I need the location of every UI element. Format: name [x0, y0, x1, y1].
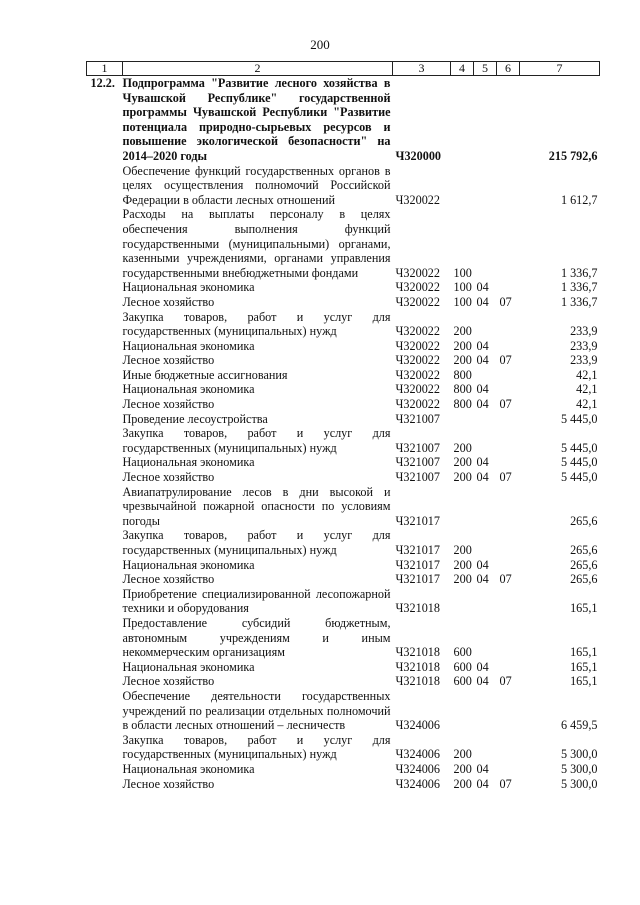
row-vr: [451, 689, 474, 733]
row-vr: 100: [453, 280, 472, 295]
row-pr: [497, 368, 520, 383]
table-row: [87, 412, 600, 427]
row-pr: [497, 426, 520, 455]
table-row: [87, 572, 600, 587]
row-number: [87, 587, 123, 616]
row-name: Национальная экономика: [122, 557, 255, 572]
row-amount: 6 459,5: [560, 718, 598, 733]
row-vr: 100: [453, 265, 472, 280]
row-rz: 04: [476, 776, 489, 791]
header-col-6: 6: [497, 62, 520, 76]
row-code: Ч321017: [395, 543, 440, 557]
row-pr: 07: [499, 353, 512, 368]
row-code: Ч320022: [395, 397, 440, 412]
budget-table: [86, 61, 600, 791]
table-row: [87, 777, 600, 792]
row-code: Ч324006: [395, 776, 440, 791]
row-code: Ч321017: [395, 513, 440, 528]
row-pr: [497, 485, 520, 529]
row-vr: 800: [453, 367, 472, 382]
section-vr: [451, 76, 474, 164]
row-rz: 04: [476, 382, 489, 397]
row-code: Ч320022: [395, 382, 440, 397]
section-title: Подпрограмма "Развитие лесного хозяйства в Чувашской Республике" государственной программы Чувашской Республики "Развитие потенциала природно-сырьевых ресурсов и повышение экологической безопасности" на 2014–2020 годы: [122, 76, 391, 163]
row-rz: [474, 310, 497, 339]
row-code: Ч321018: [395, 674, 440, 689]
row-number: [87, 280, 123, 295]
row-vr: 200: [453, 572, 472, 587]
row-vr: 200: [453, 776, 472, 791]
row-pr: [497, 207, 520, 280]
section-rz: [474, 76, 497, 164]
row-name: Обеспечение деятельности государственных учреждений по реализации отдельных полномочий в области лесных отношений – лесничеств: [122, 688, 391, 733]
row-number: [87, 295, 123, 310]
row-number: [87, 382, 123, 397]
table-row: [87, 587, 600, 616]
row-number: [87, 426, 123, 455]
row-name: Лесное хозяйство: [122, 776, 215, 791]
row-rz: [474, 164, 497, 208]
section-code: Ч320000: [395, 148, 442, 163]
row-amount: 265,6: [570, 557, 598, 572]
row-code: Ч320022: [395, 338, 440, 353]
row-amount: 165,1: [570, 659, 598, 674]
row-name: Приобретение специализированной лесопожарной техники и оборудования: [122, 586, 391, 616]
row-name: Проведение лесоустройства: [122, 411, 268, 426]
section-row: [87, 76, 600, 164]
header-col-3: 3: [393, 62, 451, 76]
table-body: [87, 76, 600, 792]
table-row: [87, 660, 600, 675]
row-vr: 600: [453, 674, 472, 689]
row-rz: [474, 733, 497, 762]
row-pr: [497, 660, 520, 675]
row-name: Национальная экономика: [122, 659, 255, 674]
row-rz: 04: [476, 761, 489, 776]
table-row: [87, 397, 600, 412]
row-number: [87, 762, 123, 777]
row-pr: 07: [499, 470, 512, 485]
row-code: Ч324006: [395, 761, 440, 776]
row-rz: 04: [476, 280, 489, 295]
row-vr: 600: [453, 659, 472, 674]
row-name: Закупка товаров, работ и услуг для государственных (муниципальных) нужд: [122, 309, 391, 339]
row-vr: 200: [453, 747, 472, 762]
row-pr: [497, 528, 520, 557]
table-row: [87, 733, 600, 762]
row-amount: 265,6: [570, 543, 598, 557]
row-amount: 233,9: [570, 338, 598, 353]
row-amount: 42,1: [576, 367, 598, 382]
table-row: [87, 310, 600, 339]
row-pr: [497, 339, 520, 354]
row-vr: [451, 412, 474, 427]
row-amount: 5 445,0: [560, 470, 598, 485]
row-pr: [497, 280, 520, 295]
table-row: [87, 674, 600, 689]
row-vr: 100: [453, 294, 472, 309]
row-name: Расходы на выплаты персоналу в целях обеспечения выполнения функций государственными (муниципальными) органами, казенными учреждениями, органами управления государственными внебюджетными фондами: [122, 207, 391, 280]
row-name: Национальная экономика: [122, 280, 255, 295]
row-amount: 1 336,7: [560, 265, 598, 280]
row-vr: 800: [453, 397, 472, 412]
row-code: Ч321007: [395, 411, 440, 426]
table-row: [87, 368, 600, 383]
row-name: Национальная экономика: [122, 455, 255, 470]
row-number: [87, 339, 123, 354]
row-vr: 200: [453, 440, 472, 455]
row-rz: 04: [476, 455, 489, 470]
row-rz: [474, 587, 497, 616]
row-name: Лесное хозяйство: [122, 353, 215, 368]
row-code: Ч320022: [395, 294, 440, 309]
row-number: [87, 397, 123, 412]
table-row: [87, 689, 600, 733]
row-name: Предоставление субсидий бюджетным, автономным учреждениям и иным некоммерческим организациям: [122, 615, 391, 660]
table-row: [87, 616, 600, 660]
table-row: [87, 382, 600, 397]
row-number: [87, 572, 123, 587]
row-number: [87, 777, 123, 792]
table-row: [87, 426, 600, 455]
row-pr: [497, 587, 520, 616]
table-row: [87, 280, 600, 295]
row-amount: 265,6: [570, 513, 598, 528]
row-rz: [474, 207, 497, 280]
row-amount: 233,9: [570, 324, 598, 339]
table-header: [87, 62, 600, 76]
row-vr: 200: [453, 543, 472, 557]
row-rz: 04: [476, 338, 489, 353]
row-rz: 04: [476, 397, 489, 412]
table-row: [87, 295, 600, 310]
row-rz: 04: [476, 659, 489, 674]
row-rz: 04: [476, 557, 489, 572]
row-amount: 42,1: [576, 397, 598, 412]
section-amount: 215 792,6: [548, 148, 598, 163]
row-vr: [451, 485, 474, 529]
row-code: Ч321018: [395, 659, 440, 674]
row-pr: 07: [499, 776, 512, 791]
row-number: [87, 207, 123, 280]
header-col-5: 5: [474, 62, 497, 76]
row-number: [87, 412, 123, 427]
row-amount: 5 300,0: [560, 761, 598, 776]
row-code: Ч321007: [395, 470, 440, 485]
header-col-2: 2: [123, 62, 393, 76]
row-pr: 07: [499, 572, 512, 587]
table-row: [87, 339, 600, 354]
row-rz: 04: [476, 470, 489, 485]
row-rz: 04: [476, 294, 489, 309]
row-vr: 200: [453, 324, 472, 339]
row-number: [87, 660, 123, 675]
section-pr: [497, 76, 520, 164]
row-amount: 165,1: [570, 601, 598, 616]
row-code: Ч321017: [395, 557, 440, 572]
row-rz: [474, 528, 497, 557]
row-number: [87, 733, 123, 762]
row-pr: [497, 689, 520, 733]
row-number: [87, 164, 123, 208]
row-vr: 200: [453, 557, 472, 572]
row-amount: 5 445,0: [560, 411, 598, 426]
row-name: Национальная экономика: [122, 382, 255, 397]
row-vr: 200: [453, 455, 472, 470]
row-vr: [451, 164, 474, 208]
row-pr: 07: [499, 674, 512, 689]
row-amount: 5 445,0: [560, 440, 598, 455]
row-pr: [497, 558, 520, 573]
section-number: 12.2.: [90, 76, 115, 90]
row-name: Национальная экономика: [122, 761, 255, 776]
row-number: [87, 455, 123, 470]
row-code: Ч324006: [395, 747, 440, 762]
row-number: [87, 616, 123, 660]
row-pr: [497, 762, 520, 777]
page-number: 200: [310, 37, 330, 52]
row-vr: 200: [453, 470, 472, 485]
row-code: Ч320022: [395, 192, 440, 207]
row-amount: 1 336,7: [560, 280, 598, 295]
row-code: Ч324006: [395, 718, 440, 733]
row-name: Закупка товаров, работ и услуг для государственных (муниципальных) нужд: [122, 426, 391, 455]
table-row: [87, 455, 600, 470]
table-row: [87, 353, 600, 368]
row-number: [87, 368, 123, 383]
row-code: Ч321007: [395, 440, 440, 455]
row-code: Ч320022: [395, 265, 440, 280]
row-name: Лесное хозяйство: [122, 470, 215, 485]
row-number: [87, 470, 123, 485]
row-code: Ч320022: [395, 353, 440, 368]
row-code: Ч321007: [395, 455, 440, 470]
header-col-7: 7: [520, 62, 600, 76]
row-name: Иные бюджетные ассигнования: [122, 367, 288, 382]
row-rz: 04: [476, 674, 489, 689]
row-name: Национальная экономика: [122, 338, 255, 353]
row-amount: 265,6: [570, 572, 598, 587]
row-amount: 42,1: [576, 382, 598, 397]
row-vr: 200: [453, 353, 472, 368]
row-pr: 07: [499, 294, 512, 309]
row-vr: 200: [453, 338, 472, 353]
row-pr: [497, 455, 520, 470]
row-rz: [474, 412, 497, 427]
row-code: Ч320022: [395, 280, 440, 295]
row-rz: 04: [476, 353, 489, 368]
row-rz: [474, 616, 497, 660]
row-name: Лесное хозяйство: [122, 674, 215, 689]
row-number: [87, 310, 123, 339]
row-pr: [497, 164, 520, 208]
row-number: [87, 674, 123, 689]
row-amount: 5 300,0: [560, 776, 598, 791]
row-amount: 1 612,7: [560, 192, 598, 207]
row-rz: [474, 426, 497, 455]
row-vr: 600: [453, 645, 472, 660]
row-number: [87, 353, 123, 368]
row-pr: [497, 616, 520, 660]
row-name: Закупка товаров, работ и услуг для государственных (муниципальных) нужд: [122, 732, 391, 762]
row-rz: [474, 689, 497, 733]
row-name: Лесное хозяйство: [122, 397, 215, 412]
row-number: [87, 689, 123, 733]
table-row: [87, 164, 600, 208]
row-rz: [474, 368, 497, 383]
row-pr: [497, 733, 520, 762]
row-pr: [497, 412, 520, 427]
row-amount: 1 336,7: [560, 294, 598, 309]
table-row: [87, 528, 600, 557]
row-number: [87, 558, 123, 573]
table-row: [87, 558, 600, 573]
row-name: Авиапатрулирование лесов в дни высокой и чрезвычайной пожарной опасности по условиям погоды: [122, 484, 391, 528]
row-code: Ч320022: [395, 367, 440, 382]
table-row: [87, 207, 600, 280]
row-rz: 04: [476, 572, 489, 587]
header-col-1: 1: [87, 62, 123, 76]
row-code: Ч321018: [395, 645, 440, 660]
row-code: Ч321018: [395, 601, 440, 616]
table-row: [87, 762, 600, 777]
header-col-4: 4: [451, 62, 474, 76]
row-name: Лесное хозяйство: [122, 294, 215, 309]
row-amount: 233,9: [570, 353, 598, 368]
row-vr: 800: [453, 382, 472, 397]
row-vr: 200: [453, 761, 472, 776]
row-rz: [474, 485, 497, 529]
row-number: [87, 528, 123, 557]
table-row: [87, 485, 600, 529]
row-code: Ч321017: [395, 572, 440, 587]
row-code: Ч320022: [395, 324, 440, 339]
row-name: Обеспечение функций государственных органов в целях осуществления полномочий Российской Федерации в области лесных отношений: [122, 163, 391, 207]
row-name: Лесное хозяйство: [122, 572, 215, 587]
row-name: Закупка товаров, работ и услуг для государственных (муниципальных) нужд: [122, 528, 391, 557]
row-pr: 07: [499, 397, 512, 412]
row-vr: [451, 587, 474, 616]
row-amount: 165,1: [570, 674, 598, 689]
row-pr: [497, 382, 520, 397]
row-pr: [497, 310, 520, 339]
row-number: [87, 485, 123, 529]
table-row: [87, 470, 600, 485]
row-amount: 5 300,0: [560, 747, 598, 762]
row-amount: 5 445,0: [560, 455, 598, 470]
row-amount: 165,1: [570, 645, 598, 660]
